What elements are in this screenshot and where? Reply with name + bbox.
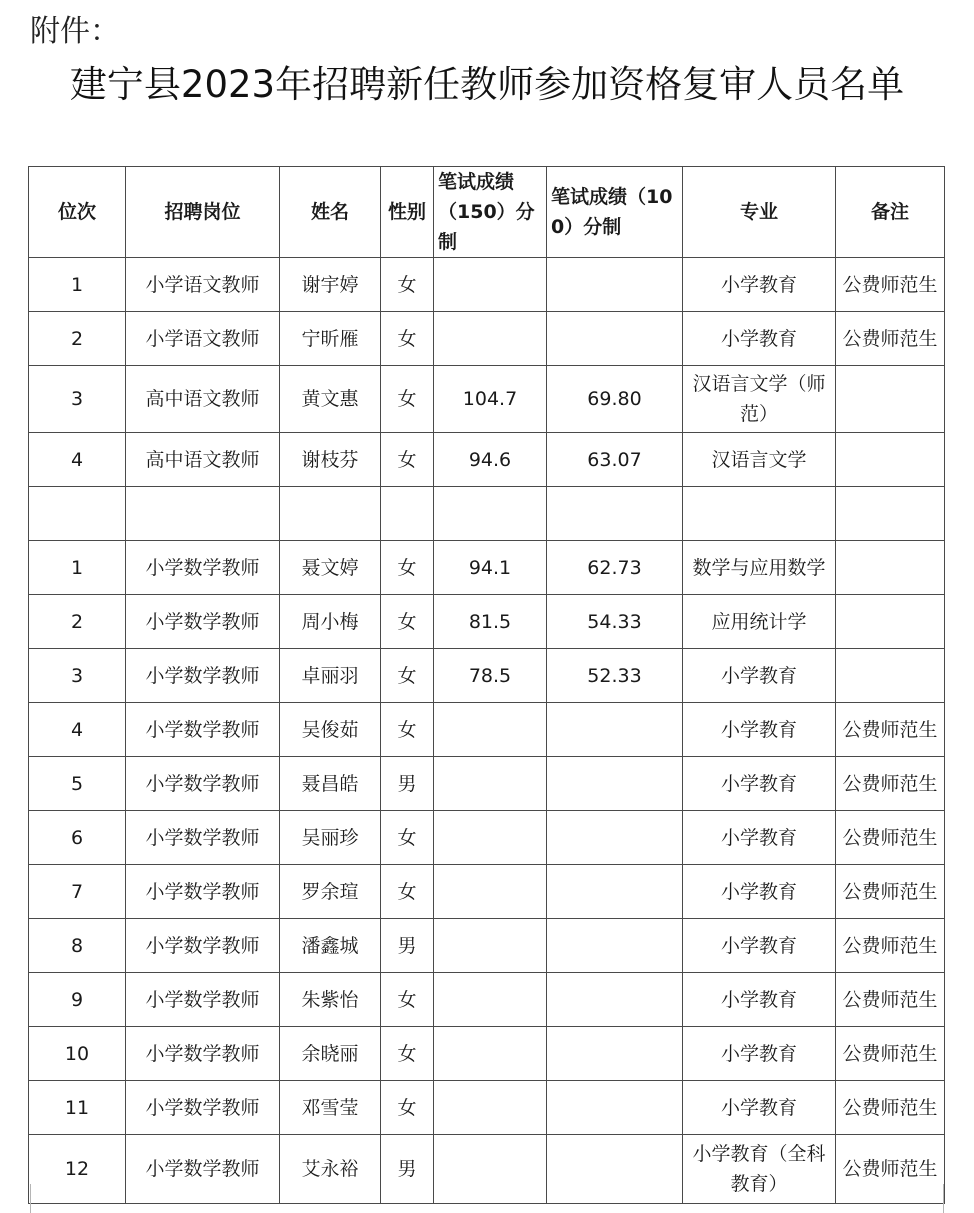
cell-name: 罗余瑄 xyxy=(280,865,381,919)
cell-name: 聂昌皓 xyxy=(280,757,381,811)
cell-score-150 xyxy=(434,1135,547,1204)
cell-position: 小学数学教师 xyxy=(126,649,280,703)
cell-rank: 1 xyxy=(29,258,126,312)
cell-name: 黄文惠 xyxy=(280,366,381,433)
cell-position: 小学数学教师 xyxy=(126,973,280,1027)
cell-gender: 女 xyxy=(381,541,434,595)
cell-position xyxy=(126,487,280,541)
cell-score-100: 69.80 xyxy=(547,366,683,433)
cell-rank: 2 xyxy=(29,595,126,649)
cell-rank: 2 xyxy=(29,312,126,366)
cell-score-100 xyxy=(547,258,683,312)
cell-major: 数学与应用数学 xyxy=(683,541,836,595)
cell-name: 朱紫怡 xyxy=(280,973,381,1027)
table-header-row xyxy=(29,167,945,258)
cell-major: 小学教育 xyxy=(683,1081,836,1135)
cell-remark: 公费师范生 xyxy=(836,973,945,1027)
cell-gender xyxy=(381,487,434,541)
column-header-score-150: 笔试成绩（150）分制 xyxy=(434,167,547,258)
cell-name: 吴丽珍 xyxy=(280,811,381,865)
cell-major: 小学教育（全科教育） xyxy=(683,1135,836,1204)
cell-position: 小学数学教师 xyxy=(126,757,280,811)
cell-rank: 9 xyxy=(29,973,126,1027)
cell-rank: 12 xyxy=(29,1135,126,1204)
cell-score-150: 94.6 xyxy=(434,433,547,487)
cell-name: 谢宇婷 xyxy=(280,258,381,312)
cell-score-150 xyxy=(434,865,547,919)
cell-score-150 xyxy=(434,973,547,1027)
cell-position: 高中语文教师 xyxy=(126,433,280,487)
cell-remark: 公费师范生 xyxy=(836,1135,945,1204)
cell-score-100 xyxy=(547,312,683,366)
table-row xyxy=(29,1027,945,1081)
cell-gender: 男 xyxy=(381,919,434,973)
cell-gender: 男 xyxy=(381,757,434,811)
column-header-position: 招聘岗位 xyxy=(126,167,280,258)
cell-score-150 xyxy=(434,258,547,312)
cell-remark xyxy=(836,487,945,541)
cell-name: 艾永裕 xyxy=(280,1135,381,1204)
cell-position: 小学数学教师 xyxy=(126,865,280,919)
cell-major: 小学教育 xyxy=(683,865,836,919)
cell-name: 潘鑫城 xyxy=(280,919,381,973)
cell-gender: 女 xyxy=(381,433,434,487)
cell-rank: 3 xyxy=(29,366,126,433)
cell-score-100 xyxy=(547,865,683,919)
table-row xyxy=(29,1081,945,1135)
cell-gender: 女 xyxy=(381,312,434,366)
cell-gender: 男 xyxy=(381,1135,434,1204)
cell-major: 小学教育 xyxy=(683,811,836,865)
cell-position: 小学数学教师 xyxy=(126,919,280,973)
cell-name: 卓丽羽 xyxy=(280,649,381,703)
cell-score-150: 104.7 xyxy=(434,366,547,433)
cell-remark: 公费师范生 xyxy=(836,703,945,757)
table-row xyxy=(29,258,945,312)
roster-table xyxy=(28,166,945,1204)
cell-remark: 公费师范生 xyxy=(836,811,945,865)
cell-score-150 xyxy=(434,919,547,973)
cell-score-150 xyxy=(434,811,547,865)
cell-remark: 公费师范生 xyxy=(836,1081,945,1135)
cell-name: 聂文婷 xyxy=(280,541,381,595)
cell-position: 小学语文教师 xyxy=(126,258,280,312)
cell-score-100: 54.33 xyxy=(547,595,683,649)
cell-name: 宁昕雁 xyxy=(280,312,381,366)
cell-remark: 公费师范生 xyxy=(836,1027,945,1081)
cell-rank: 4 xyxy=(29,703,126,757)
table-row xyxy=(29,865,945,919)
table-body xyxy=(29,258,945,1204)
cell-score-150 xyxy=(434,487,547,541)
table-row xyxy=(29,487,945,541)
cell-name xyxy=(280,487,381,541)
cell-gender: 女 xyxy=(381,366,434,433)
page-edge-right xyxy=(943,1184,944,1213)
cell-major: 小学教育 xyxy=(683,973,836,1027)
table-row xyxy=(29,649,945,703)
cell-score-150 xyxy=(434,312,547,366)
cell-score-100 xyxy=(547,757,683,811)
cell-score-150 xyxy=(434,757,547,811)
column-header-rank: 位次 xyxy=(29,167,126,258)
cell-rank: 10 xyxy=(29,1027,126,1081)
cell-major: 小学教育 xyxy=(683,312,836,366)
cell-remark: 公费师范生 xyxy=(836,312,945,366)
column-header-remark: 备注 xyxy=(836,167,945,258)
cell-position: 小学数学教师 xyxy=(126,811,280,865)
table-row xyxy=(29,703,945,757)
cell-gender: 女 xyxy=(381,865,434,919)
cell-position: 小学数学教师 xyxy=(126,1027,280,1081)
cell-rank: 8 xyxy=(29,919,126,973)
cell-name: 谢枝芬 xyxy=(280,433,381,487)
cell-rank: 6 xyxy=(29,811,126,865)
cell-major: 小学教育 xyxy=(683,919,836,973)
cell-major: 小学教育 xyxy=(683,1027,836,1081)
cell-score-100 xyxy=(547,1027,683,1081)
document-title: 建宁县2023年招聘新任教师参加资格复审人员名单 xyxy=(69,63,905,106)
column-header-score-100: 笔试成绩（100）分制 xyxy=(547,167,683,258)
cell-gender: 女 xyxy=(381,1027,434,1081)
cell-gender: 女 xyxy=(381,258,434,312)
cell-major: 小学教育 xyxy=(683,703,836,757)
cell-rank: 4 xyxy=(29,433,126,487)
cell-gender: 女 xyxy=(381,703,434,757)
table-row xyxy=(29,919,945,973)
cell-score-150 xyxy=(434,703,547,757)
cell-remark xyxy=(836,649,945,703)
cell-position: 小学数学教师 xyxy=(126,1135,280,1204)
cell-name: 周小梅 xyxy=(280,595,381,649)
cell-major: 应用统计学 xyxy=(683,595,836,649)
cell-major: 小学教育 xyxy=(683,258,836,312)
cell-gender: 女 xyxy=(381,595,434,649)
cell-name: 余晓丽 xyxy=(280,1027,381,1081)
cell-score-100 xyxy=(547,1081,683,1135)
cell-gender: 女 xyxy=(381,973,434,1027)
cell-rank: 3 xyxy=(29,649,126,703)
column-header-gender: 性别 xyxy=(381,167,434,258)
cell-major: 汉语言文学（师范） xyxy=(683,366,836,433)
table-row xyxy=(29,541,945,595)
table-row xyxy=(29,811,945,865)
cell-position: 小学数学教师 xyxy=(126,1081,280,1135)
cell-gender: 女 xyxy=(381,1081,434,1135)
cell-score-150: 78.5 xyxy=(434,649,547,703)
table-row xyxy=(29,312,945,366)
cell-major: 汉语言文学 xyxy=(683,433,836,487)
cell-major: 小学教育 xyxy=(683,757,836,811)
cell-score-100 xyxy=(547,487,683,541)
attachment-label: 附件： xyxy=(30,14,120,49)
cell-score-100: 52.33 xyxy=(547,649,683,703)
cell-score-150: 94.1 xyxy=(434,541,547,595)
cell-remark: 公费师范生 xyxy=(836,919,945,973)
cell-score-100 xyxy=(547,919,683,973)
table-row xyxy=(29,433,945,487)
cell-score-150 xyxy=(434,1081,547,1135)
cell-position: 高中语文教师 xyxy=(126,366,280,433)
cell-position: 小学数学教师 xyxy=(126,703,280,757)
table-row xyxy=(29,595,945,649)
cell-remark: 公费师范生 xyxy=(836,757,945,811)
cell-remark: 公费师范生 xyxy=(836,258,945,312)
column-header-name: 姓名 xyxy=(280,167,381,258)
cell-major xyxy=(683,487,836,541)
table-row xyxy=(29,1135,945,1204)
cell-score-100: 63.07 xyxy=(547,433,683,487)
cell-rank: 1 xyxy=(29,541,126,595)
cell-name: 邓雪莹 xyxy=(280,1081,381,1135)
page-edge-left xyxy=(30,1184,31,1213)
cell-score-100: 62.73 xyxy=(547,541,683,595)
cell-gender: 女 xyxy=(381,649,434,703)
cell-remark xyxy=(836,433,945,487)
cell-position: 小学数学教师 xyxy=(126,595,280,649)
cell-remark xyxy=(836,595,945,649)
cell-score-100 xyxy=(547,703,683,757)
cell-score-150 xyxy=(434,1027,547,1081)
cell-remark: 公费师范生 xyxy=(836,865,945,919)
cell-score-150: 81.5 xyxy=(434,595,547,649)
cell-score-100 xyxy=(547,811,683,865)
table-row xyxy=(29,366,945,433)
cell-score-100 xyxy=(547,1135,683,1204)
cell-remark xyxy=(836,541,945,595)
cell-rank: 11 xyxy=(29,1081,126,1135)
cell-score-100 xyxy=(547,973,683,1027)
cell-remark xyxy=(836,366,945,433)
table-row xyxy=(29,757,945,811)
cell-rank: 7 xyxy=(29,865,126,919)
table-row xyxy=(29,973,945,1027)
cell-position: 小学数学教师 xyxy=(126,541,280,595)
cell-gender: 女 xyxy=(381,811,434,865)
cell-name: 吴俊茹 xyxy=(280,703,381,757)
cell-rank xyxy=(29,487,126,541)
column-header-major: 专业 xyxy=(683,167,836,258)
cell-position: 小学语文教师 xyxy=(126,312,280,366)
cell-rank: 5 xyxy=(29,757,126,811)
cell-major: 小学教育 xyxy=(683,649,836,703)
